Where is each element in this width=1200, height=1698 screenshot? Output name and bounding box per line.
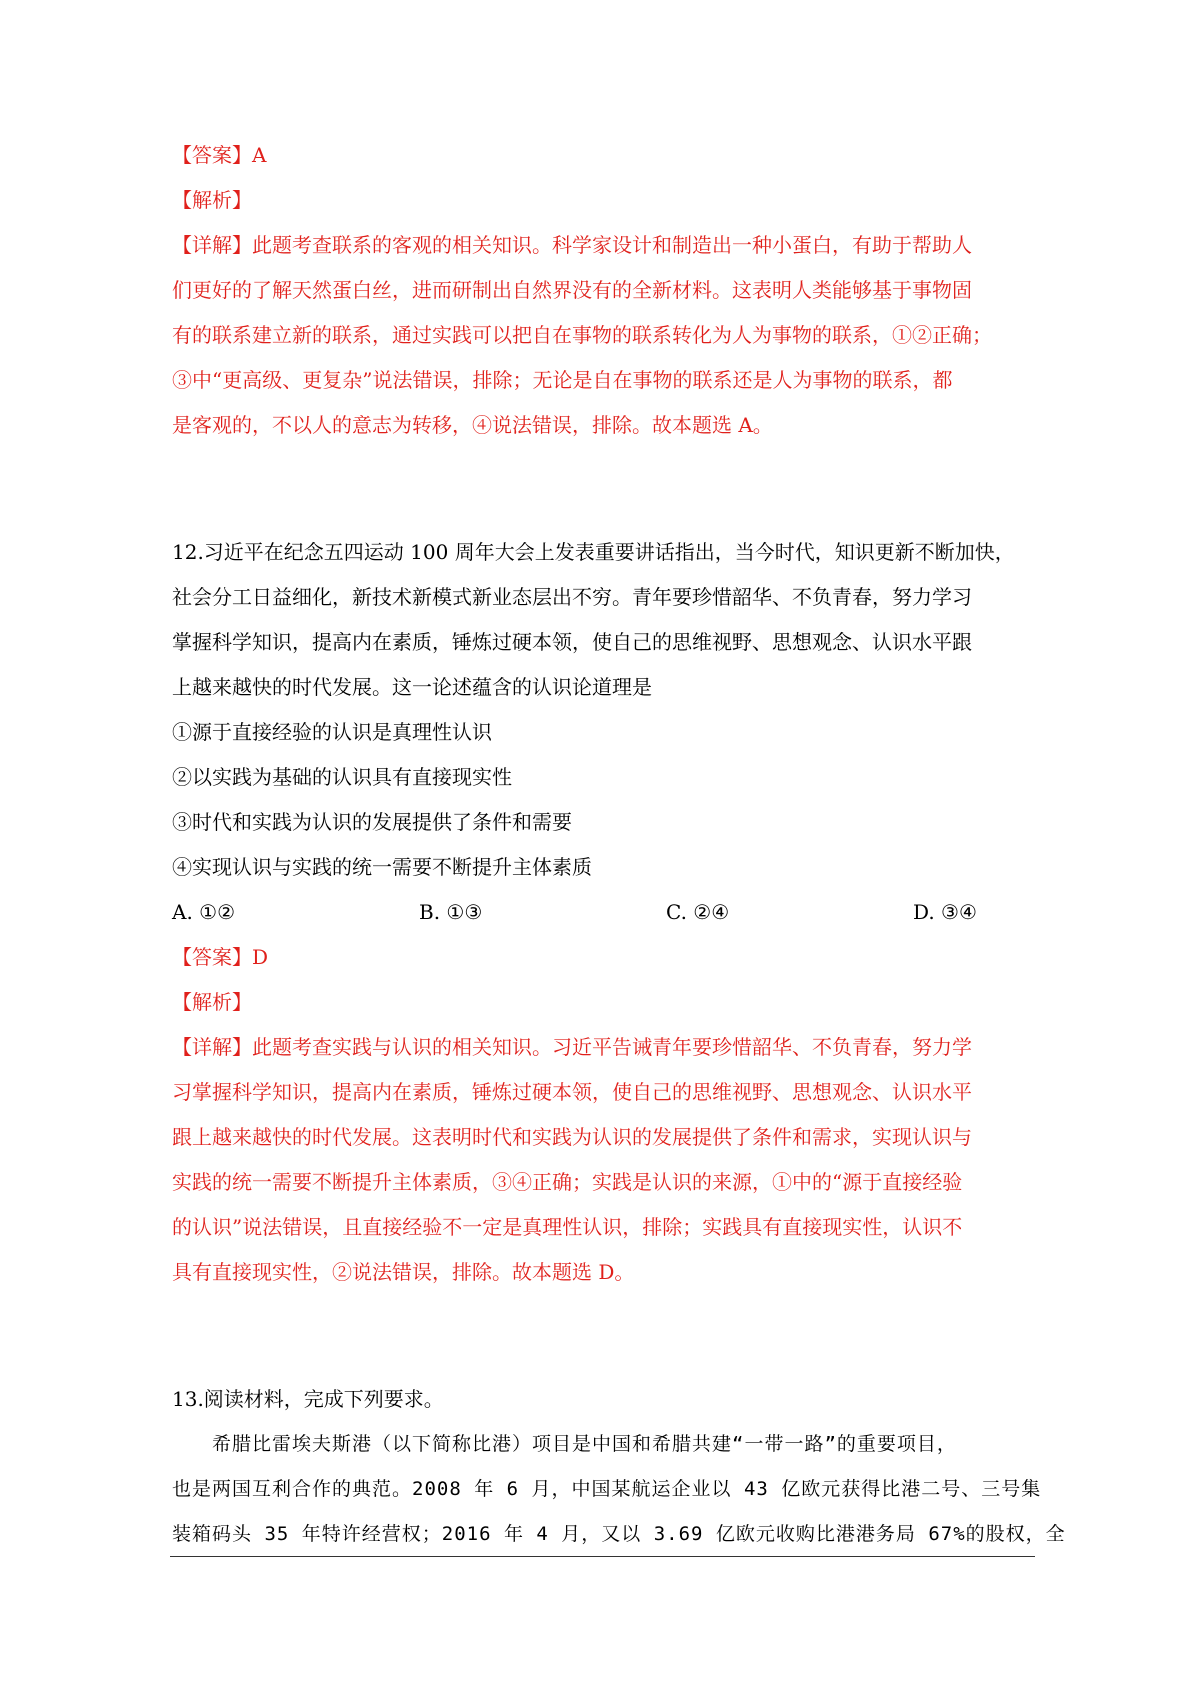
q11-detail-line: 有的联系建立新的联系，通过实践可以把自在事物的联系转化为人为事物的联系，①②正确； <box>172 323 992 347</box>
q12-statement: ①源于直接经验的认识是真理性认识 <box>172 720 492 744</box>
option-b: B. ①③ <box>419 900 483 924</box>
q12-stem-line: 上越来越快的时代发展。这一论述蕴含的认识论道理是 <box>172 675 652 699</box>
q12-statement: ③时代和实践为认识的发展提供了条件和需要 <box>172 810 572 834</box>
q11-detail-line: 们更好的了解天然蛋白丝，进而研制出自然界没有的全新材料。这表明人类能够基于事物固 <box>172 278 972 302</box>
q12-detail-line: 【详解】此题考查实践与认识的相关知识。习近平告诫青年要珍惜韶华、不负青春，努力学 <box>172 1035 972 1059</box>
q11-answer: 【答案】A <box>172 143 267 167</box>
q12-stem-line: 社会分工日益细化，新技术新模式新业态层出不穷。青年要珍惜韶华、不负青春，努力学习 <box>172 585 972 609</box>
q12-statement: ②以实践为基础的认识具有直接现实性 <box>172 765 512 789</box>
q11-detail-line: 【详解】此题考查联系的客观的相关知识。科学家设计和制造出一种小蛋白，有助于帮助人 <box>172 233 972 257</box>
q12-detail-line: 实践的统一需要不断提升主体素质，③④正确；实践是认识的来源，①中的“源于直接经验 <box>172 1170 963 1194</box>
q12-stem-line: 12.习近平在纪念五四运动 100 周年大会上发表重要讲话指出，当今时代，知识更新不断加快， <box>172 540 1015 564</box>
q11-detail-line: ③中“更高级、更复杂”说法错误，排除；无论是自在事物的联系还是人为事物的联系，都 <box>172 368 953 392</box>
q13-material-line: 也是两国互利合作的典范。2008 年 6 月，中国某航运企业以 43 亿欧元获得比港二号、三号集 <box>172 1478 1042 1500</box>
q12-stem-line: 掌握科学知识，提高内在素质，锤炼过硬本领，使自己的思维视野、思想观念、认识水平跟 <box>172 630 972 654</box>
q12-detail-line: 具有直接现实性，②说法错误，排除。故本题选 D。 <box>172 1260 635 1284</box>
option-c: C. ②④ <box>666 900 730 924</box>
q12-statement: ④实现认识与实践的统一需要不断提升主体素质 <box>172 855 592 879</box>
q13-material-line: 希腊比雷埃夫斯港（以下简称比港）项目是中国和希腊共建“一带一路”的重要项目， <box>172 1433 957 1455</box>
q13-stem: 13.阅读材料，完成下列要求。 <box>172 1387 444 1411</box>
q11-detail-line: 是客观的，不以人的意志为转移，④说法错误，排除。故本题选 A。 <box>172 413 773 437</box>
option-a: A. ①② <box>172 900 236 924</box>
q11-analysis-heading: 【解析】 <box>172 188 252 212</box>
option-d: D. ③④ <box>913 900 977 924</box>
q12-analysis-heading: 【解析】 <box>172 990 252 1014</box>
q12-detail-line: 跟上越来越快的时代发展。这表明时代和实践为认识的发展提供了条件和需求，实现认识与 <box>172 1125 972 1149</box>
q13-material-line: 装箱码头 35 年特许经营权；2016 年 4 月，又以 3.69 亿欧元收购比港港务局 67%的股权，全 <box>172 1523 1066 1545</box>
q12-detail-line: 习掌握科学知识，提高内在素质，锤炼过硬本领，使自己的思维视野、思想观念、认识水平 <box>172 1080 972 1104</box>
q12-answer: 【答案】D <box>172 945 269 969</box>
q12-detail-line: 的认识”说法错误，且直接经验不一定是真理性认识，排除；实践具有直接现实性，认识不 <box>172 1215 963 1239</box>
footer-divider <box>170 1556 1035 1557</box>
